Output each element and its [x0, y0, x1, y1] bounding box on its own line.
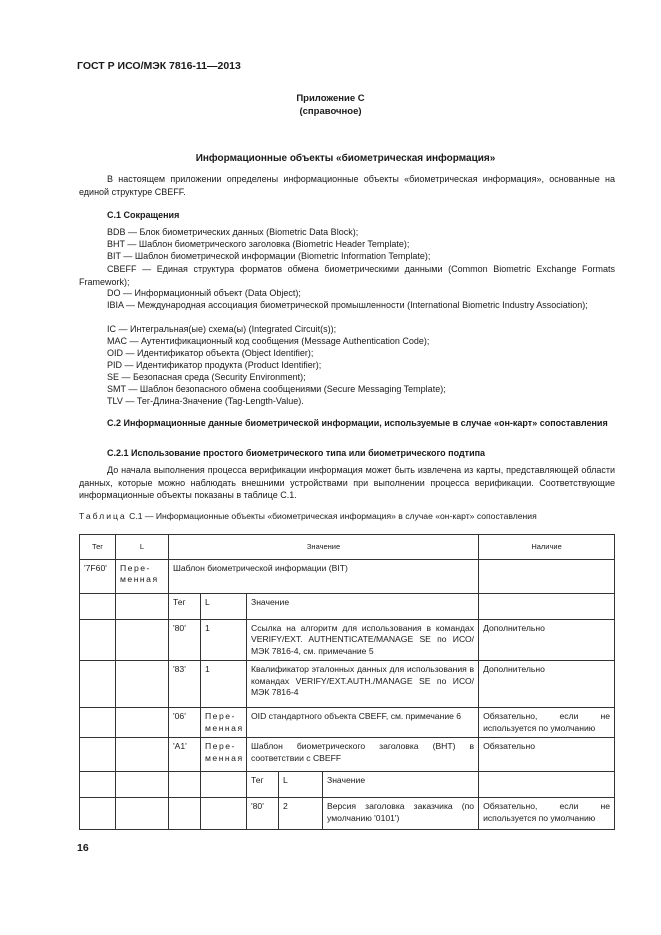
intro-paragraph: В настоящем приложении определены информационные объекты «биометрическая информация», основанные на единой структуре CBEFF.	[79, 174, 615, 197]
row-presence: Обязательно, если не используется по умолчанию	[479, 708, 615, 738]
abbr-item: SMT — Шаблон безопасного обмена сообщениями (Secure Messaging Template);	[107, 384, 446, 394]
bht-subheader-value: Значение	[323, 772, 479, 798]
bit-tag: '7F60'	[80, 559, 116, 593]
abbr-item: IC — Интегральная(ые) схема(ы) (Integrated Circuit(s));	[107, 324, 337, 334]
row-tag: 'A1'	[169, 738, 201, 772]
row-length: Пере-менная	[201, 738, 247, 772]
table-row	[80, 619, 615, 661]
bht-row-tag: '80'	[247, 798, 279, 830]
abbr-item: MAC — Аутентификационный код сообщения (Message Authentication Code);	[107, 336, 430, 346]
abbr-item: IBIA — Международная ассоциация биометрической промышленности (International Biometric Industry Association);	[107, 300, 588, 310]
section-c21-paragraph: До начала выполнения процесса верификации информация может быть извлечена из карты, представляющей области данных, которые можно наблюдать внешними устройствами при выполнении процесса верификации. Соответствующие информационные объекты показаны в таблице С.1.	[79, 465, 615, 500]
row-length: 1	[201, 619, 247, 661]
row-presence: Обязательно	[479, 738, 615, 772]
abbr-item: BIT — Шаблон биометрической информации (Biometric Information Template);	[107, 251, 431, 261]
row-presence: Дополнительно	[479, 619, 615, 661]
standard-code: ГОСТ Р ИСО/МЭК 7816-11—2013	[77, 60, 241, 72]
abbr-item: BDB — Блок биометрических данных (Biometric Data Block);	[107, 227, 359, 237]
table-row-bht	[80, 798, 615, 830]
row-tag: '83'	[169, 661, 201, 708]
table-caption	[79, 510, 619, 522]
bht-subheader-length: L	[279, 772, 323, 798]
annex-status	[0, 106, 661, 117]
table-row	[80, 661, 615, 708]
header-length: L	[116, 535, 169, 560]
abbr-item: PID — Идентификатор продукта (Product Identifier);	[107, 360, 322, 370]
header-value: Значение	[169, 535, 479, 560]
row-tag: '80'	[169, 619, 201, 661]
page-number: 16	[77, 842, 89, 854]
table-row-bit	[80, 559, 615, 593]
document-title: Информационные объекты «биометрическая информация»	[195, 153, 496, 164]
row-tag: '06'	[169, 708, 201, 738]
abbr-item: CBEFF — Единая структура форматов обмена биометрическими данными (Common Biometric Exchange Formats Framework);	[79, 264, 615, 287]
bit-presence	[479, 559, 615, 593]
data-objects-table	[79, 534, 615, 830]
subheader-tag: Тег	[169, 593, 201, 619]
bht-subheader-tag: Тег	[247, 772, 279, 798]
abbr-item: DO — Информационный объект (Data Object);	[107, 288, 301, 298]
abbr-item: BHT — Шаблон биометрического заголовка (Biometric Header Template);	[107, 239, 410, 249]
abbr-item: OID — Идентификатор объекта (Object Identifier);	[107, 348, 314, 358]
table-bht-subheader-row	[80, 772, 615, 798]
section-c1-heading: С.1 Сокращения	[107, 210, 180, 220]
annex-title: Приложение С	[296, 93, 365, 104]
table-header-row	[80, 535, 615, 560]
header-tag: Тег	[80, 535, 116, 560]
bit-length: Пере-менная	[116, 559, 169, 593]
row-presence: Дополнительно	[479, 661, 615, 708]
row-value: Ссылка на алгоритм для использования в командах VERIFY/EXT. AUTHENTICATE/MANAGE SE по ИСО/МЭК 7816-4, см. примечание 5	[247, 619, 479, 661]
table-row	[80, 708, 615, 738]
row-length: Пере-менная	[201, 708, 247, 738]
annex-status-text: (справочное)	[299, 106, 362, 117]
row-value: OID стандартного объекта CBEFF, см. примечание 6	[247, 708, 479, 738]
abbr-item: TLV — Тег-Длина-Значение (Tag-Length-Value).	[107, 396, 304, 406]
table-subheader-row	[80, 593, 615, 619]
bit-value: Шаблон биометрической информации (BIT)	[169, 559, 479, 593]
row-length: 1	[201, 661, 247, 708]
table-caption-text: С.1 — Информационные объекты «биометрическая информация» в случае «он-карт» сопоставления	[129, 511, 537, 521]
table-caption-label: Таблица	[79, 511, 127, 521]
table-row	[80, 738, 615, 772]
row-value: Шаблон биометрического заголовка (BHT) в соответствии с CBEFF	[247, 738, 479, 772]
abbr-item: SE — Безопасная среда (Security Environment);	[107, 372, 306, 382]
bht-row-presence: Обязательно, если не используется по умолчанию	[479, 798, 615, 830]
section-c2-heading: С.2 Информационные данные биометрической информации, используемые в случае «он-карт» сопоставления	[107, 418, 608, 428]
header-presence: Наличие	[479, 535, 615, 560]
subheader-value: Значение	[247, 593, 479, 619]
bht-row-length: 2	[279, 798, 323, 830]
bht-row-value: Версия заголовка заказчика (по умолчанию '0101')	[323, 798, 479, 830]
section-c21-heading: С.2.1 Использование простого биометрического типа или биометрического подтипа	[107, 448, 486, 458]
subheader-length: L	[201, 593, 247, 619]
row-value: Квалификатор эталонных данных для использования в командах VERIFY/EXT.AUTH./MANAGE SE по ИСО/МЭК 7816-4	[247, 661, 479, 708]
